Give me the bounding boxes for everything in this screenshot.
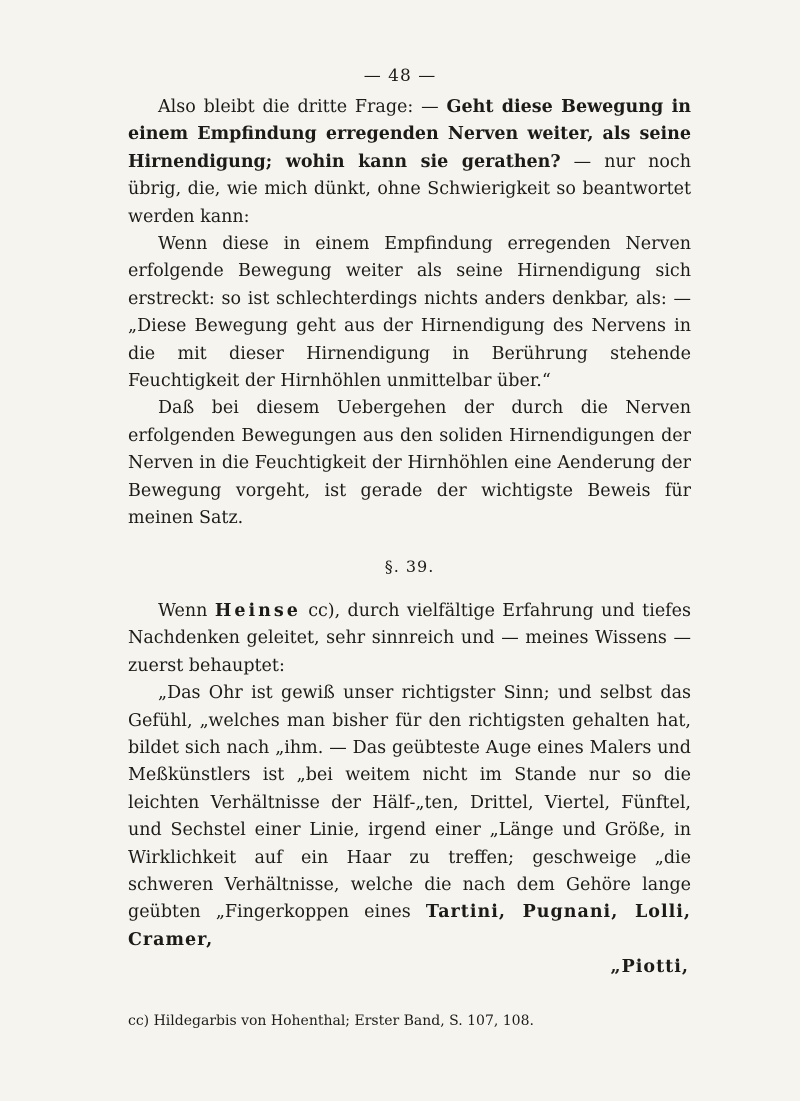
- section-heading: §. 39.: [384, 556, 435, 576]
- catchword: „Piotti,: [610, 957, 689, 978]
- footnote-ref: cc): [300, 600, 335, 621]
- quote-intro: [128, 598, 691, 680]
- quote-intro-tail: , durch vielfältige Erfahrung und tiefes Nachdenken geleitet, sehr sinnreich und — meines Wissens — zuerst behauptet:: [128, 600, 691, 676]
- paragraph-1-question: Geht diese Bewegung in einem Empfindung erregenden Nerven weiter, als seine Hirnendigung; wohin kann sie gerathen?: [128, 97, 691, 172]
- page-number: — 48 —: [363, 66, 437, 86]
- author-name: Heinse: [214, 600, 301, 621]
- paragraph-3: Daß bei diesem Uebergehen der durch die Nerven erfolgenden Bewegungen aus den soliden Hirnendigungen der Nerven in die Feuchtigkeit der Hirnhöhlen eine Aenderung der Bewegung vorgeht, ist gerade der wichtigste Beweis für meinen Satz.: [128, 398, 691, 529]
- quote-intro-lead: Wenn: [158, 600, 215, 621]
- paragraph-1-lead: Also bleibt die dritte Frage: —: [158, 97, 447, 117]
- quote-text: [128, 680, 691, 954]
- paragraph-1-tail: — nur noch übrig, die, wie mich dünkt, ohne Schwierigkeit so beantwortet werden kann:: [128, 151, 691, 227]
- footnote: cc) Hildegarbis von Hohenthal; Erster Band, S. 107, 108.: [128, 1013, 534, 1029]
- paragraph-1: [128, 94, 691, 231]
- paragraph-2: Wenn diese in einem Empfindung erregenden Nerven erfolgende Bewegung weiter als seine Hirnendigung sich erstreckt: so ist schlechterdings nichts anders denkbar, als: — „Diese Bewegung geht aus der Hirnendigung des Nervens in die mit dieser Hirnendigung in Berührung stehende Feuchtigkeit der Hirnhöhlen unmittelbar über.“: [128, 234, 691, 392]
- page-body: [128, 94, 691, 982]
- quote-names: Tartini, Pugnani, Lolli, Cramer,: [128, 902, 691, 950]
- quote-body: „Das Ohr ist gewiß unser richtigster Sinn; und selbst das Gefühl, „welches man bisher für den richtigsten gehalten hat, bildet sich nach „ihm. — Das geübteste Auge eines Malers und Meßkünstlers ist „bei weitem nicht im Stande nur so die leichten Verhältnisse der Hälf-„ten, Drittel, Viertel, Fünftel, und Sechstel einer Linie, irgend einer „Länge und Größe, in Wirklichkeit auf ein Haar zu treffen; geschweige „die schweren Verhältnisse, welche die nach dem Gehöre lange geübten „Fingerkoppen eines: [128, 683, 691, 923]
